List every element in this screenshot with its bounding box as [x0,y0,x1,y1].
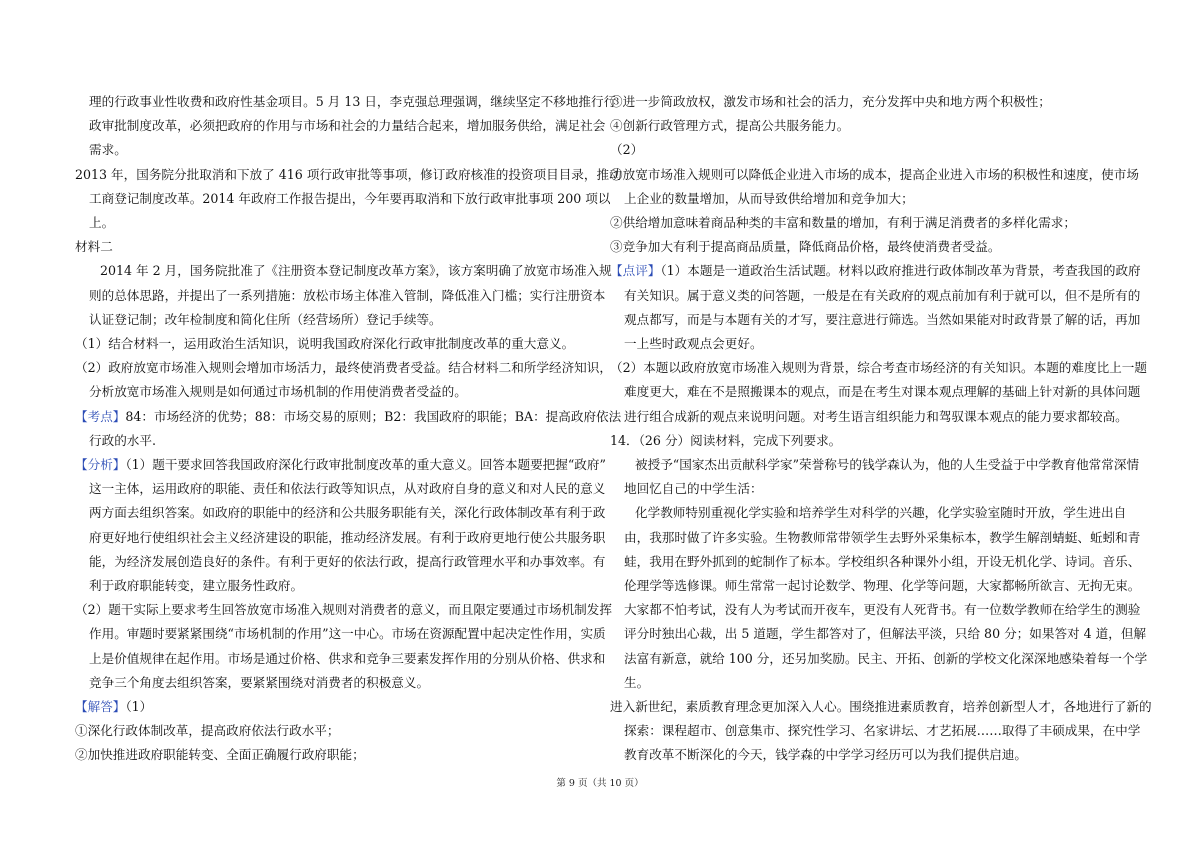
text-line [610,453,1140,477]
line-text: 理的行政事业性收费和政府性基金项目。5 月 13 日，李克强总理强调，继续坚定不移地推行行 [89,94,617,109]
text-line [75,356,612,380]
line-text: ①深化行政体制改革，提高政府依法行政水平； [75,723,340,739]
line-text: 上。 [89,215,115,231]
line-text: 则的总体思路，并提出了一系列措施：放松市场主体准入管制，降低准入门槛；实行注册资本 [89,287,606,303]
line-text: 上是价值规律在起作用。市场是通过价格、供求和竞争三要素发挥作用的分别从价格、供求和 [89,650,606,666]
line-text: 探索：课程超市、创意集市、探究性学习、名家讲坛、才艺拓展……取得了丰硕成果，在中学 [624,723,1141,739]
text-line [75,647,606,671]
line-text: 法富有新意，就给 100 分，还另加奖励。民主、开拓、创新的学校文化深深地感染着每一个学 [624,650,1148,666]
line-text: 竞争三个角度去组织答案，要紧紧围绕对消费者的积极意义。 [89,674,430,690]
text-line [75,622,606,646]
page-footer: 第 9 页（共 10 页） [556,778,644,789]
line-text: 地回忆自己的中学生活： [624,481,763,497]
line-text: 教育改革不断深化的今天，钱学森的中学学习经历可以为我们提供启迪。 [624,747,1027,763]
text-line [610,550,1141,574]
text-line [75,719,595,743]
line-text: （2）政府放宽市场准入规则会增加市场活力，最终使消费者受益。结合材料二和所学经济知识， [75,360,612,376]
text-line [610,308,1141,332]
text-line [75,671,595,695]
line-text: 生。 [624,674,650,690]
line-text: 14．（26 分）阅读材料，完成下列要求。 [610,432,842,448]
text-line [610,235,1130,259]
text-line [610,211,1130,235]
line-text: ③进一步简政放权，激发市场和社会的活力，充分发挥中央和地方两个积极性； [610,94,1051,109]
text-line [75,259,612,283]
line-text: 分析放宽市场准入规则是如何通过市场机制的作用使消费者受益的。 [89,384,467,400]
line-text: 政审批制度改革，必须把政府的作用与市场和社会的力量结合起来，增加服务供给，满足社会 [89,118,606,134]
text-line [75,526,606,550]
text-line [610,647,1148,671]
text-line [610,163,1139,187]
text-line [75,211,595,235]
text-line [75,187,611,211]
line-text: （1）本题是一道政治生活试题。材料以政府推进行政体制改革为背景，考查我国的政府 [660,263,1141,279]
line-text: 一上些时政观点会更好。 [624,336,763,352]
line-text: 化学教师特别重视化学实验和培养学生对科学的兴趣，化学实验室随时开放，学生进出自 [635,505,1127,521]
text-line [610,380,1141,404]
right-column [610,90,1152,768]
line-text: 进行组合成新的观点来说明问题。对考生语言组织能力和驾驭课本观点的能力要求都较高。 [624,408,1128,424]
line-text: ③竞争加大有利于提高商品质量，降低商品价格，最终使消费者受益。 [610,239,1001,255]
line-text: （1）结合材料一，运用政治生活知识，说明我国政府深化行政审批制度改革的重大意义。 [75,336,575,352]
section-label: 【分析】 [75,457,126,473]
line-text: ②供给增加意味着商品种类的丰富和数量的增加，有利于满足消费者的多样化需求； [610,215,1076,231]
line-text: 这一主体，运用政府的职能、责任和依法行政等知识点，从对政府自身的意义和对人民的意义 [89,481,606,497]
text-line [610,405,1130,429]
text-line [75,163,622,187]
line-text: 2013 年，国务院分批取消和下放了 416 项行政审批等事项，修订政府核准的投资项目目录，推动 [75,166,622,182]
line-text: 能，为经济发展创造良好的条件。有利于更好的依法行政，提高行政管理水平和办事效率。有 [89,553,606,569]
text-line [75,90,617,114]
text-line [610,719,1141,743]
text-line [75,235,595,259]
line-text: ①放宽市场准入规则可以降低企业进入市场的成本，提高企业进入市场的积极性和速度，使市场 [610,166,1139,182]
text-line [75,138,595,162]
line-text: 利于政府职能转变，建立服务性政府。 [89,578,304,594]
line-text: 大家都不怕考试，没有人为考试而开夜车，更没有人死背书。有一位数学教师在给学生的测验 [624,602,1141,618]
line-text: 两方面去组织答案。如政府的职能中的经济和公共服务职能有关，深化行政体制改革有利于政 [89,505,606,521]
text-line [75,453,606,477]
text-line [75,284,606,308]
text-line [75,405,622,429]
text-line [610,622,1147,646]
text-line [610,284,1141,308]
line-text: （1） [125,699,153,715]
text-line [610,187,1130,211]
text-line [75,743,595,767]
line-text: 上企业的数量增加，从而导致供给增加和竞争加大； [624,190,914,206]
text-line [75,380,595,404]
text-line [610,743,1130,767]
section-label: 【考点】 [75,408,126,424]
line-text: 工商登记制度改革。2014 年政府工作报告提出，今年要再取消和下放行政审批事项 200 项以 [89,190,611,206]
line-text: 难度更大，难在不是照搬课本的观点，而是在考生对课本观点理解的基础上针对新的具体问题 [624,384,1141,400]
line-text: （1）题干要求回答我国政府深化行政审批制度改革的重大意义。回答本题要把握“政府” [125,457,606,473]
section-label: 【解答】 [75,699,126,715]
text-line [75,114,606,138]
line-text: 由，我那时做了许多实验。生物教师常带领学生去野外采集标本，教学生解剖蜻蜓、蚯蚓和青 [624,529,1141,545]
line-text: ②加快推进政府职能转变、全面正确履行政府职能； [75,747,365,763]
line-text: 行政的水平. [89,432,156,448]
line-text: 有关知识。属于意义类的问答题，一般是在有关政府的观点前加有利于就可以，但不是所有的 [624,287,1141,303]
text-line [610,90,1130,114]
text-line [610,695,1152,719]
text-line [75,574,595,598]
text-line [75,695,595,719]
line-text: 府更好地行使组织社会主义经济建设的职能，推动经济发展。有利于政府更地行使公共服务职 [89,529,606,545]
text-line [610,429,1130,453]
line-text: 伦理学等选修课。师生常常一起讨论数学、物理、化学等问题，大家都畅所欲言、无拘无束。 [624,578,1141,594]
text-line [75,332,595,356]
line-text: 蛙，我用在野外抓到的蛇制作了标本。学校组织各种课外小组，开设无机化学、诗词。音乐、 [624,553,1141,569]
text-line [75,308,595,332]
line-text: 84：市场经济的优势；88：市场交易的原则；B2：我国政府的职能；BA：提高政府依法 [125,408,622,424]
text-line [610,598,1141,622]
text-line [610,332,1130,356]
text-line [610,259,1141,283]
line-text: 观点都写，而是与本题有关的才写，要注意进行筛选。当然如果能对时政背景了解的话，再加 [624,311,1141,327]
line-text: ④创新行政管理方式，提高公共服务能力。 [610,118,850,134]
text-line [610,356,1147,380]
line-text: 评分时独出心裁，出 5 道题，学生都答对了，但解法平淡，只给 80 分；如果答对 4 道，但解 [624,626,1147,642]
line-text: 被授予“国家杰出贡献科学家”荣誉称号的钱学森认为，他的人生受益于中学教育他常常深情 [635,457,1140,473]
text-line [75,501,606,525]
line-text: 材料二 [75,239,113,255]
line-text: （2）题干实际上要求考生回答放宽市场准入规则对消费者的意义，而且限定要通过市场机制发挥 [75,602,612,618]
text-line [610,526,1141,550]
section-label: 【点评】 [610,263,661,279]
line-text: 2014 年 2 月，国务院批准了《注册资本登记制度改革方案》，该方案明确了放宽市场准入规 [100,263,612,279]
text-line [610,477,1130,501]
text-line [610,574,1141,598]
text-line [75,477,606,501]
text-line [75,598,612,622]
line-text: （2） [610,142,644,158]
text-line [610,114,1130,138]
line-text: 作用。审题时要紧紧围绕“市场机制的作用”这一中心。市场在资源配置中起决定性作用，实质 [89,626,606,642]
text-line [610,138,1130,162]
line-text: 认证登记制；改年检制度和简化住所（经营场所）登记手续等。 [89,311,442,327]
text-line [610,671,1130,695]
line-text: （2）本题以政府放宽市场准入规则为背景，综合考查市场经济的有关知识。本题的难度比上一题 [610,360,1147,376]
text-line [610,501,1130,525]
text-line [75,429,595,453]
text-line [75,550,606,574]
line-text: 进入新世纪，素质教育理念更加深入人心。围绕推进素质教育，培养创新型人才，各地进行了新的 [610,699,1152,715]
left-column [75,90,622,768]
line-text: 需求。 [89,142,127,158]
